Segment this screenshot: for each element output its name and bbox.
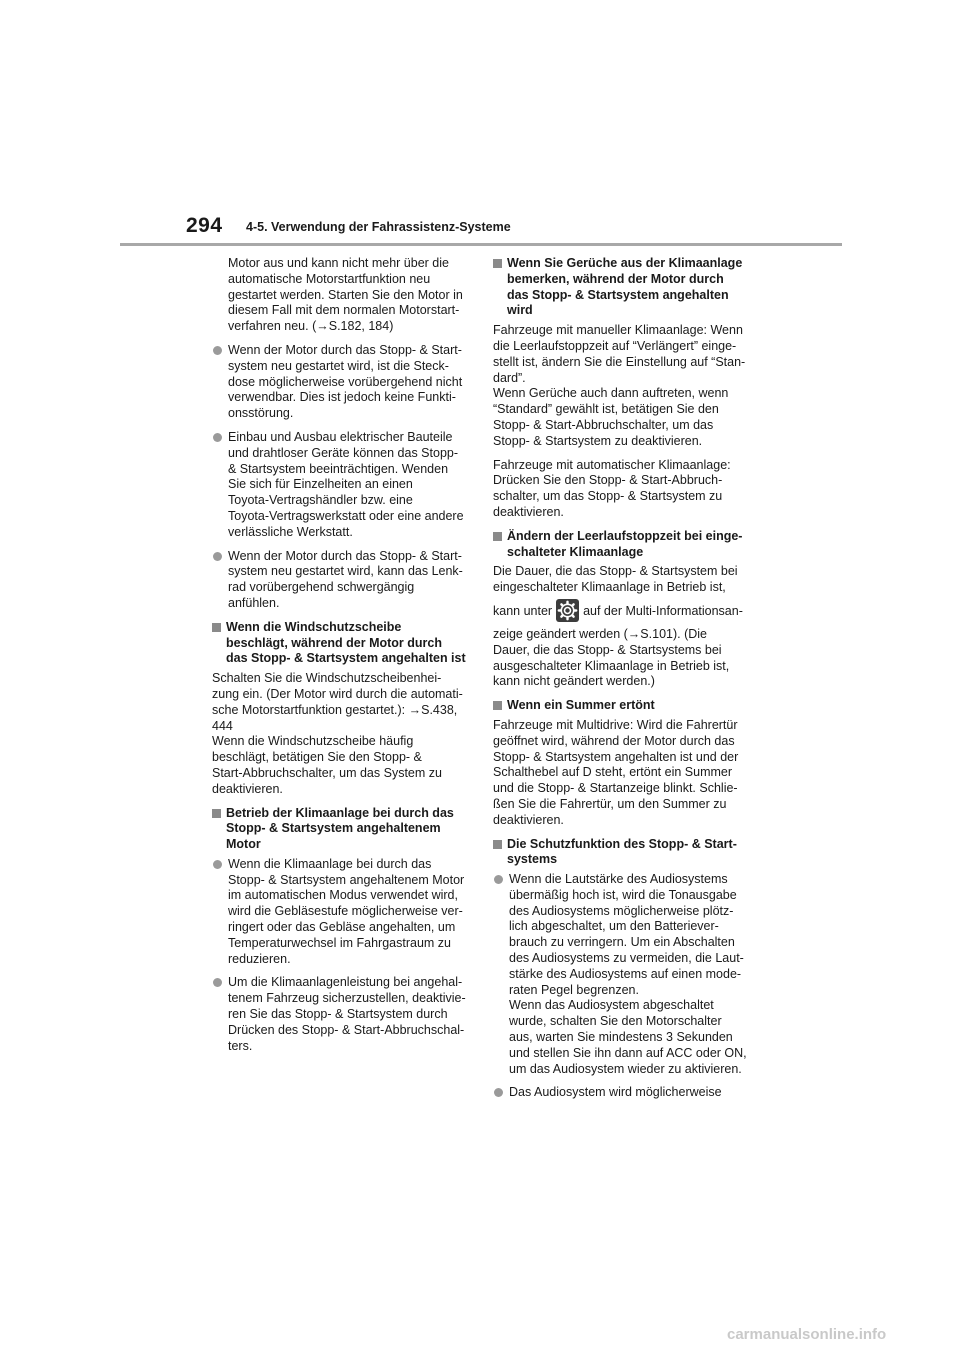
text-line: ters. <box>228 1038 253 1053</box>
text-line: verfahren neu. (→S.182, 184) <box>228 319 394 334</box>
text-line: Wenn ein Summer ertönt <box>507 698 655 713</box>
text-line: brauch zu verringern. Um ein Abschalten <box>509 935 735 950</box>
text-line: wird <box>507 303 533 318</box>
text-line: Wenn die Windschutzscheibe <box>226 619 402 634</box>
text-line: Wenn Sie Gerüche aus der Klimaanlage <box>507 256 743 270</box>
text-line: Wenn der Motor durch das Stopp- & Start- <box>228 342 462 357</box>
text-line: Wenn die Klimaanlage bei durch das <box>228 856 432 871</box>
text-line: Fahrzeuge mit automatischer Klimaanlage: <box>493 457 731 472</box>
page-number: 294 <box>186 214 223 237</box>
text-line: dard”. <box>493 370 526 385</box>
text-fragment: kann unter <box>493 603 553 618</box>
settings-gear-icon <box>556 599 579 622</box>
text-line: tenem Fahrzeug sicherzustellen, deaktivie- <box>228 991 466 1006</box>
text-line: schalter, um das Stopp- & Startsystem zu <box>493 489 723 504</box>
text-line: Temperaturwechsel im Fahrgastraum zu <box>228 935 451 950</box>
text-line: sche Motorstartfunktion gestartet.): →S.438, <box>212 702 458 717</box>
section-heading <box>493 837 757 869</box>
section-heading <box>493 698 757 714</box>
text-line: Fahrzeuge mit manueller Klimaanlage: Wenn <box>493 323 743 338</box>
text-line: im automatischen Modus verwendet wird, <box>228 888 458 903</box>
text-line: verlässliche Werkstatt. <box>228 524 353 539</box>
text-line: beschlägt, während der Motor durch <box>226 635 442 650</box>
text-line: kann nicht geändert werden.) <box>493 674 655 689</box>
paragraph <box>212 671 474 797</box>
text-line: “Standard” gewählt ist, betätigen Sie den <box>493 402 719 417</box>
text-line: system neu gestartet wird, ist die Steck- <box>228 358 449 373</box>
text-line: Toyota-Vertragswerkstatt oder eine andere <box>228 508 464 523</box>
text-line: systems <box>507 852 558 867</box>
text-line: Ändern der Leerlaufstoppzeit bei einge- <box>507 528 743 543</box>
text-line: des Audiosystems zu vermeiden, die Laut- <box>509 951 744 966</box>
text-line: automatische Motorstartfunktion neu <box>228 271 431 286</box>
text-line: onsstörung. <box>228 406 294 421</box>
text-line: deaktivieren. <box>212 781 283 796</box>
text-line: Drücken Sie den Stopp- & Start-Abbruch- <box>493 473 723 488</box>
text-line: diesem Fall mit dem normalen Motorstart- <box>228 303 460 318</box>
watermark: carmanualsonline.info <box>727 1326 887 1343</box>
text-line: das Stopp- & Startsystem angehalten <box>507 287 729 302</box>
paragraph-with-icon <box>493 564 757 690</box>
text-line: ren Sie das Stopp- & Startsystem durch <box>228 1007 448 1022</box>
text-line: des Audiosystems möglicherweise plötz- <box>509 903 734 918</box>
text-line: system neu gestartet wird, kann das Lenk- <box>228 564 463 579</box>
text-line: Toyota-Vertragshändler bzw. eine <box>228 493 413 508</box>
text-line: und die Stopp- & Startanzeige blinkt. Schlie- <box>493 781 738 796</box>
text-line: rad vorübergehend schwergängig <box>228 580 415 595</box>
text-line: & Startsystem beeinträchtigen. Wenden <box>228 461 449 476</box>
bullet-dot-icon <box>213 860 222 869</box>
bullet-dot-icon <box>213 978 222 987</box>
text-line: Stopp- & Start-Abbruchschalter, um das <box>493 417 714 432</box>
text-line: eingeschalteter Klimaanlage in Betrieb ist, <box>493 580 726 595</box>
bullet-dot-icon <box>213 346 222 355</box>
text-line: Stopp- & Startsystem zu deaktivieren. <box>493 433 703 448</box>
text-line: aus, warten Sie mindestens 3 Sekunden <box>509 1030 733 1045</box>
paragraph <box>493 458 757 521</box>
text-line: ringert oder das Gebläse angehalten, um <box>228 920 456 935</box>
text-line: deaktivieren. <box>493 504 564 519</box>
text-line: Dauer, die das Stopp- & Startsystems bei <box>493 642 722 657</box>
text-line: Wenn Gerüche auch dann auftreten, wenn <box>493 386 729 401</box>
text-line: Stopp- & Startsystem angehalten ist und der <box>493 749 739 764</box>
text-line: geöffnet wird, während der Motor durch das <box>493 733 735 748</box>
text-line: Sie sich für Einzelheiten an einen <box>228 477 413 492</box>
bullet-item <box>212 549 474 612</box>
text-line: und stellen Sie ihn dann auf ACC oder ON, <box>509 1045 747 1060</box>
text-line: anfühlen. <box>228 595 280 610</box>
text-line: Wenn das Audiosystem abgeschaltet <box>509 998 714 1013</box>
text-line: das Stopp- & Startsystem angehalten ist <box>226 651 466 666</box>
heading-square-icon <box>493 701 502 710</box>
bullet-item <box>212 343 474 422</box>
text-line: Motor <box>226 837 261 852</box>
text-line: gestartet werden. Starten Sie den Motor in <box>228 287 463 302</box>
text-line: Wenn der Motor durch das Stopp- & Start- <box>228 548 462 563</box>
text-line: die Leerlaufstoppzeit auf “Verlängert” einge- <box>493 338 737 353</box>
text-line: und drahtloser Geräte können das Stopp- <box>228 445 459 460</box>
text-line: ausgeschalteter Klimaanlage in Betrieb ist, <box>493 658 730 673</box>
section-heading <box>493 256 757 319</box>
text-line: Die Dauer, die das Stopp- & Startsystem bei <box>493 564 738 579</box>
section-heading <box>493 529 757 561</box>
text-line: lich abgeschaltet, um den Batteriever- <box>509 919 719 934</box>
section-title: 4-5. Verwendung der Fahrassistenz-Systeme <box>246 220 511 234</box>
bullet-dot-icon <box>213 433 222 442</box>
text-line: zung ein. (Der Motor wird durch die automati- <box>212 686 463 701</box>
text-line: bemerken, während der Motor durch <box>507 271 724 286</box>
text-line: deaktivieren. <box>493 812 564 827</box>
text-line: 444 <box>212 718 233 733</box>
text-line: beschlägt, betätigen Sie den Stopp- & <box>212 750 422 765</box>
text-line: Die Schutzfunktion des Stopp- & Start- <box>507 836 737 851</box>
paragraph <box>493 718 757 829</box>
text-line: schalteter Klimaanlage <box>507 544 644 559</box>
text-line: zeige geändert werden (→S.101). (Die <box>493 626 708 641</box>
heading-square-icon <box>212 623 221 632</box>
section-heading <box>212 620 474 667</box>
text-line: Motor aus und kann nicht mehr über die <box>228 256 449 270</box>
text-line: verwendbar. Dies ist jedoch keine Funkti- <box>228 390 456 405</box>
text-line: um das Audiosystem wieder zu aktivieren. <box>509 1061 742 1076</box>
text-line: stärke des Audiosystems auf einen mode- <box>509 966 742 981</box>
bullet-item <box>212 975 474 1054</box>
text-line: wird die Gebläsestufe möglicherweise ver- <box>228 904 463 919</box>
text-line: reduzieren. <box>228 951 291 966</box>
text-line: Das Audiosystem wird möglicherweise <box>509 1085 722 1100</box>
bullet-dot-icon <box>494 875 503 884</box>
text-line: Fahrzeuge mit Multidrive: Wird die Fahrertür <box>493 717 738 732</box>
heading-square-icon <box>493 259 502 268</box>
text-line: Schalthebel auf D steht, ertönt ein Summer <box>493 765 733 780</box>
section-heading <box>212 806 474 853</box>
text-line: dose möglicherweise vorübergehend nicht <box>228 374 463 389</box>
bullet-dot-icon <box>494 1088 503 1097</box>
left-column <box>212 256 474 1062</box>
text-line: raten Pegel begrenzen. <box>509 982 639 997</box>
paragraph <box>212 256 474 335</box>
bullet-item <box>212 430 474 541</box>
text-line: Betrieb der Klimaanlage bei durch das <box>226 805 454 820</box>
text-line <box>493 600 757 623</box>
bullet-item <box>212 857 474 968</box>
text-line: Schalten Sie die Windschutzscheibenhei- <box>212 671 442 686</box>
text-line: Um die Klimaanlagenleistung bei angehal- <box>228 975 463 990</box>
bullet-item <box>493 1085 757 1101</box>
text-fragment: auf der Multi-Informationsan- <box>583 603 743 618</box>
paragraph <box>493 323 757 449</box>
bullet-dot-icon <box>213 552 222 561</box>
text-line: Wenn die Windschutzscheibe häufig <box>212 734 414 749</box>
heading-square-icon <box>212 809 221 818</box>
right-column <box>493 256 757 1109</box>
text-line: Drücken des Stopp- & Start-Abbruchschal- <box>228 1022 465 1037</box>
text-line: ßen Sie die Fahrertür, um den Summer zu <box>493 796 727 811</box>
header-divider <box>120 243 842 246</box>
text-line: übermäßig hoch ist, wird die Tonausgabe <box>509 887 737 902</box>
text-line: Einbau und Ausbau elektrischer Bauteile <box>228 429 453 444</box>
text-line: Wenn die Lautstärke des Audiosystems <box>509 872 728 887</box>
bullet-item <box>493 872 757 1077</box>
text-line: stellt ist, ändern Sie die Einstellung auf “Stan- <box>493 354 746 369</box>
heading-square-icon <box>493 840 502 849</box>
text-line: wurde, schalten Sie den Motorschalter <box>509 1014 722 1029</box>
text-line: Start-Abbruchschalter, um das System zu <box>212 765 442 780</box>
text-line: Stopp- & Startsystem angehaltenem <box>226 821 441 836</box>
heading-square-icon <box>493 532 502 541</box>
text-line: Stopp- & Startsystem angehaltenem Motor <box>228 872 465 887</box>
